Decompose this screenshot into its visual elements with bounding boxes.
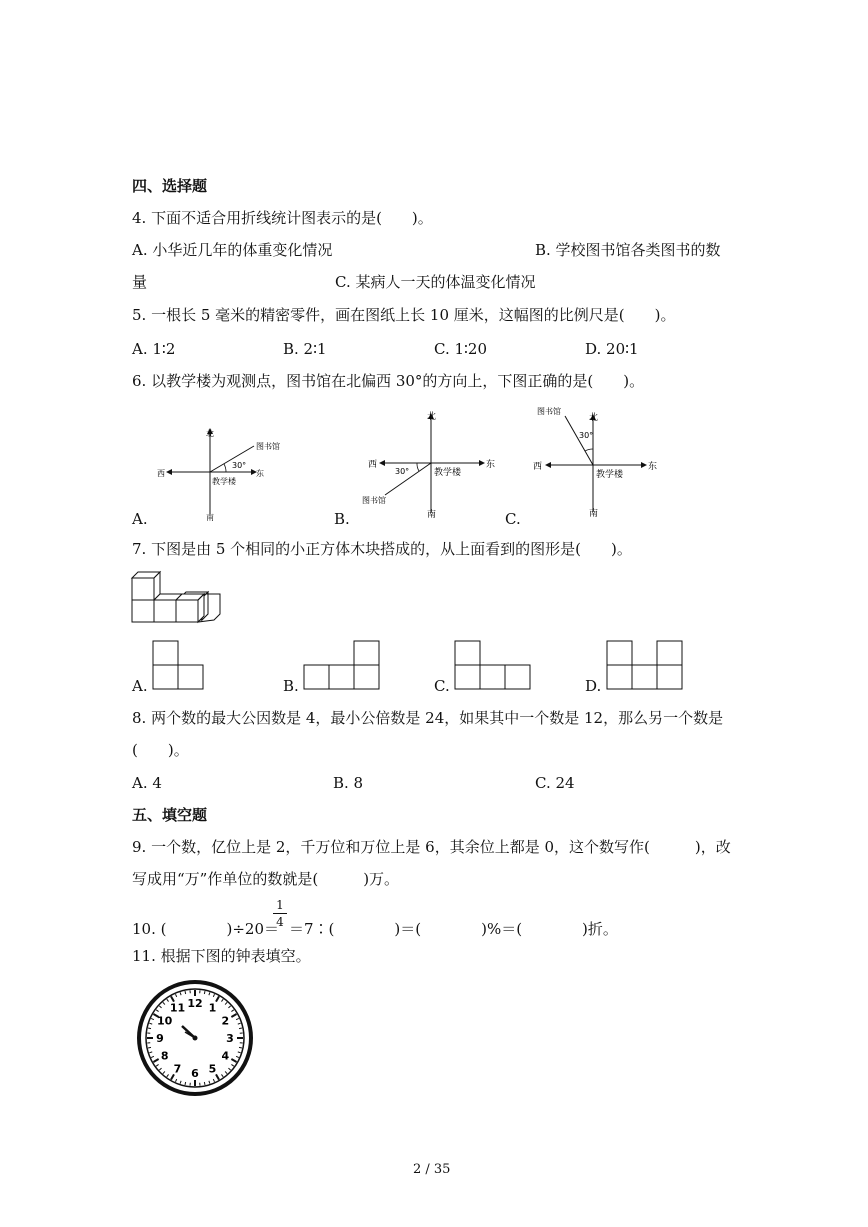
clock-tick bbox=[204, 1082, 205, 1085]
q5-option-d: D. 20∶1 bbox=[585, 340, 639, 358]
q4-option-b-cont: 量 bbox=[132, 273, 148, 291]
q8-blank: ( )。 bbox=[132, 741, 189, 759]
q6c-library-label: 图书馆 bbox=[537, 407, 561, 416]
q4-option-c: C. 某病人一天的体温变化情况 bbox=[335, 273, 536, 291]
page-number: 2 / 35 bbox=[413, 1162, 451, 1177]
q4-option-a: A. 小华近几年的体重变化情况 bbox=[132, 241, 333, 259]
q7-option-c: C. bbox=[434, 677, 450, 695]
q7-shape-a bbox=[152, 640, 206, 692]
clock-numeral: 11 bbox=[169, 1001, 186, 1015]
q6c-south-label: 南 bbox=[589, 509, 599, 519]
q5-option-b: B. 2∶1 bbox=[283, 340, 327, 358]
clock-numeral: 4 bbox=[221, 1049, 230, 1063]
clock-tick bbox=[239, 1047, 242, 1048]
q8-option-a: A. 4 bbox=[132, 774, 162, 792]
q6c-east-label: 东 bbox=[648, 462, 658, 472]
q6a-angle-label: 30° bbox=[232, 461, 247, 470]
q8-stem: 8. 两个数的最大公因数是 4，最小公倍数是 24，如果其中一个数是 12，那么另一个数是 bbox=[132, 709, 724, 727]
q6b-library-label: 图书馆 bbox=[362, 496, 386, 505]
clock-numeral: 5 bbox=[208, 1062, 217, 1076]
q5-option-a: A. 1∶2 bbox=[132, 340, 176, 358]
clock-tick bbox=[239, 1028, 242, 1029]
q7-shape-b bbox=[303, 640, 383, 692]
q6a-library-label: 图书馆 bbox=[256, 442, 280, 451]
q7-cube-figure bbox=[130, 568, 222, 628]
q6-option-c: C. bbox=[505, 510, 521, 528]
q5-stem: 5. 一根长 5 毫米的精密零件，画在图纸上长 10 厘米，这幅图的比例尺是( )。 bbox=[132, 306, 676, 324]
section-4-title: 四、选择题 bbox=[132, 177, 208, 195]
q7-option-b: B. bbox=[283, 677, 299, 695]
q6b-west-label: 西 bbox=[368, 460, 378, 470]
clock-numeral: 8 bbox=[160, 1049, 169, 1063]
q11-stem: 11. 根据下图的钟表填空。 bbox=[132, 947, 311, 965]
q7-option-d: D. bbox=[585, 677, 602, 695]
q6-option-b: B. bbox=[334, 510, 350, 528]
q10-part2: ＝7∶( )＝( )%＝( )折。 bbox=[289, 920, 618, 938]
q6-diagram-a bbox=[150, 422, 280, 522]
q6b-school-label: 教学楼 bbox=[434, 468, 462, 478]
q4-stem: 4. 下面不适合用折线统计图表示的是( )。 bbox=[132, 209, 433, 227]
q8-option-b: B. 8 bbox=[333, 774, 364, 792]
q10-part1: 10. ( )÷20＝ bbox=[132, 920, 279, 938]
q9-line1: 9. 一个数，亿位上是 2，千万位和万位上是 6，其余位上都是 0，这个数写作( )，改 bbox=[132, 838, 731, 856]
clock bbox=[136, 980, 254, 1096]
q10-fraction-numerator: 1 bbox=[276, 898, 284, 912]
q6-diagram-b bbox=[355, 405, 505, 520]
section-5-title: 五、填空题 bbox=[132, 806, 208, 824]
clock-numeral: 10 bbox=[157, 1014, 173, 1028]
q6c-north-label: 北 bbox=[589, 413, 599, 423]
clock-numeral: 12 bbox=[187, 997, 203, 1010]
clock-tick bbox=[185, 991, 186, 994]
q7-stem: 7. 下图是由 5 个相同的小正方体木块搭成的，从上面看到的图形是( )。 bbox=[132, 540, 632, 558]
q6a-school-label: 教学楼 bbox=[212, 477, 236, 486]
q5-option-c: C. 1∶20 bbox=[434, 340, 488, 358]
q6b-east-label: 东 bbox=[486, 460, 496, 470]
q6b-north-label: 北 bbox=[427, 412, 437, 422]
clock-numeral: 2 bbox=[221, 1014, 230, 1028]
q6-stem: 6. 以教学楼为观测点，图书馆在北偏西 30°的方向上，下图正确的是( )。 bbox=[132, 372, 645, 390]
q4-option-b: B. 学校图书馆各类图书的数 bbox=[535, 241, 721, 259]
clock-numeral: 3 bbox=[226, 1032, 234, 1045]
clock-numeral: 7 bbox=[173, 1062, 182, 1076]
q10-fraction-denominator: 4 bbox=[276, 915, 284, 929]
clock-numeral: 6 bbox=[191, 1067, 199, 1080]
clock-numeral: 9 bbox=[156, 1032, 164, 1045]
q6b-angle-label: 30° bbox=[395, 467, 410, 476]
q6a-south-label: 南 bbox=[206, 513, 214, 522]
q6a-east-label: 东 bbox=[256, 469, 264, 478]
q10-fraction bbox=[273, 898, 287, 929]
q6c-west-label: 西 bbox=[533, 462, 543, 472]
q7-option-a: A. bbox=[132, 677, 148, 695]
q6c-angle-label: 30° bbox=[579, 431, 594, 440]
q9-line2: 写成用“万”作单位的数就是( )万。 bbox=[132, 870, 400, 888]
clock-tick bbox=[204, 991, 205, 994]
clock-center bbox=[193, 1036, 198, 1041]
q6a-north-label: 北 bbox=[206, 429, 214, 438]
q6b-south-label: 南 bbox=[427, 510, 437, 520]
q6-diagram-c bbox=[527, 402, 662, 520]
q7-shape-c bbox=[454, 640, 534, 692]
clock-tick bbox=[148, 1047, 151, 1048]
q7-shape-d bbox=[606, 640, 686, 692]
clock-numeral: 1 bbox=[208, 1001, 217, 1015]
q6c-school-label: 教学楼 bbox=[596, 470, 624, 480]
clock-tick bbox=[185, 1082, 186, 1085]
q6a-west-label: 西 bbox=[157, 469, 165, 478]
clock-tick bbox=[148, 1028, 151, 1029]
q8-option-c: C. 24 bbox=[535, 774, 575, 792]
q6-option-a: A. bbox=[132, 510, 148, 528]
